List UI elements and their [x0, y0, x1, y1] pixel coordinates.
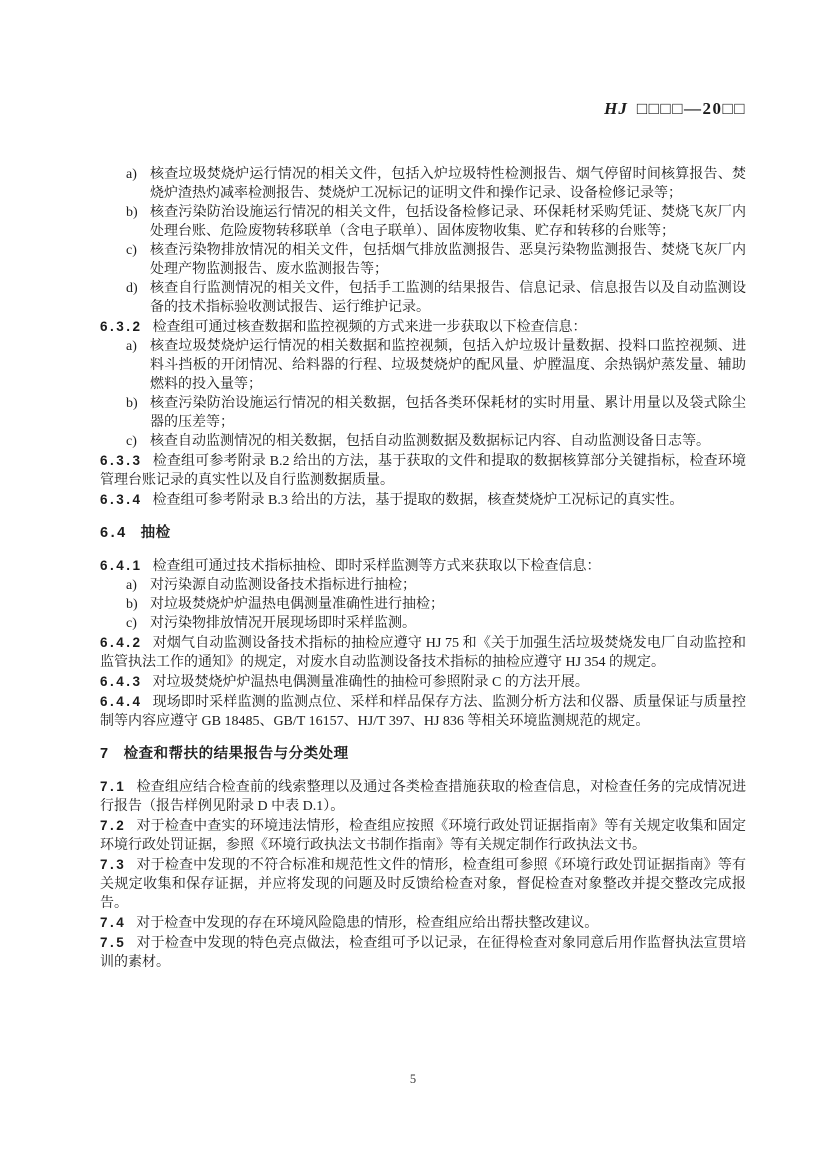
list-item-text: 核查污染防治设施运行情况的相关文件，包括设备检修记录、环保耗材采购凭证、焚烧飞灰厂内处理台账、危险废物转移联单（含电子联单）、固体废物收集、贮存和转移的台账等； [150, 205, 746, 239]
clause-number: 6.4.4 [100, 694, 143, 709]
clause-6-4-3 [100, 672, 746, 692]
list-item-a [100, 165, 746, 203]
clause-number: 6.3.3 [100, 453, 143, 468]
clause-number: 7.2 [100, 818, 127, 833]
clause-text: 检查组应结合检查前的线索整理以及通过各类检查措施获取的检查信息，对检查任务的完成情况进行报告（报告样例见附录 D 中表 D.1）。 [100, 780, 746, 814]
clause-text: 检查组可参考附录 B.3 给出的方法，基于提取的数据，核查焚烧炉工况标记的真实性。 [152, 493, 684, 508]
list-item-c [100, 432, 746, 451]
list-item-label: b) [126, 597, 138, 612]
page-number: 5 [409, 1072, 417, 1086]
clause-7-4 [100, 913, 746, 933]
list-item-label: c) [126, 243, 137, 258]
list-item-text: 对污染物排放情况开展现场即时采样监测。 [150, 616, 416, 631]
clause-6-4-2 [100, 633, 746, 672]
list-item-b [100, 203, 746, 241]
list-item-a [100, 337, 746, 394]
clause-text: 对于检查中发现的存在环境风险隐患的情形，检查组应给出帮扶整改建议。 [136, 916, 599, 931]
list-item-label: c) [126, 434, 137, 449]
clause-text: 对于检查中发现的特色亮点做法，检查组可予以记录，在征得检查对象同意后用作监督执法宣贯培训的素材。 [100, 936, 746, 970]
list-item-label: c) [126, 616, 137, 631]
clause-7-1 [100, 777, 746, 816]
clause-6-3-2-subitem-list [100, 337, 746, 451]
list-item-label: a) [126, 339, 137, 354]
page-footer [0, 1072, 826, 1087]
section-heading-7 [100, 745, 746, 764]
clause-6-4-4 [100, 692, 746, 731]
clause-number: 6.4.2 [100, 635, 143, 650]
list-item-c [100, 614, 746, 633]
list-item-text: 对垃圾焚烧炉炉温热电偶测量准确性进行抽检； [150, 597, 444, 612]
standard-code-header [604, 99, 746, 119]
section-number: 6.4 [100, 525, 128, 541]
clause-number: 6.4.3 [100, 674, 143, 689]
section-number: 7 [100, 746, 111, 762]
list-item-text: 核查垃圾焚烧炉运行情况的相关文件，包括入炉垃圾特性检测报告、烟气停留时间核算报告、焚烧炉渣热灼减率检测报告、焚烧炉工况标记的证明文件和操作记录、设备检修记录等； [150, 167, 746, 201]
clause-text: 对于检查中查实的环境违法情形，检查组应按照《环境行政处罚证据指南》等有关规定收集和固定环境行政处罚证据，参照《环境行政执法文书制作指南》等有关规定制作行政执法文书。 [100, 819, 746, 853]
standard-code-prefix: HJ [604, 99, 628, 118]
list-item-text: 对污染源自动监测设备技术指标进行抽检； [150, 578, 416, 593]
clause-number: 7.4 [100, 915, 127, 930]
clause-number: 6.3.4 [100, 492, 143, 507]
clause-6-3-4 [100, 490, 746, 510]
clause-6-3-2 [100, 317, 746, 337]
list-item-a [100, 576, 746, 595]
clause-number: 6.4.1 [100, 558, 143, 573]
clause-7-2 [100, 816, 746, 855]
section-title: 检查和帮扶的结果报告与分类处理 [123, 746, 349, 762]
clause-text: 对于检查中发现的不符合标准和规范性文件的情形，检查组可参照《环境行政处罚证据指南》等有关规定收集和保存证据，并应将发现的问题及时反馈给检查对象，督促检查对象整改并提交整改完成报告。 [100, 858, 746, 911]
clause-7-5 [100, 933, 746, 972]
section-title: 抽检 [140, 525, 171, 541]
list-item-text: 核查自行监测情况的相关文件，包括手工监测的结果报告、信息记录、信息报告以及自动监测设备的技术指标验收测试报告、运行维护记录。 [150, 281, 746, 315]
clause-6-3-1-subitem-list [100, 165, 746, 317]
document-body [100, 165, 746, 972]
list-item-label: b) [126, 205, 138, 220]
list-item-text: 核查垃圾焚烧炉运行情况的相关数据和监控视频，包括入炉垃圾计量数据、投料口监控视频、进料斗挡板的开闭情况、给料器的行程、垃圾焚烧炉的配风量、炉膛温度、余热锅炉蒸发量、辅助燃料的投入量等； [150, 339, 746, 392]
list-item-text: 核查自动监测情况的相关数据，包括自动监测数据及数据标记内容、自动监测设备日志等。 [150, 434, 710, 449]
section-heading-6-4 [100, 524, 746, 543]
clause-6-4-1 [100, 556, 746, 576]
clause-7-3 [100, 855, 746, 913]
clause-6-3-3 [100, 451, 746, 490]
clause-text: 检查组可通过技术指标抽检、即时采样监测等方式来获取以下检查信息： [152, 559, 601, 574]
clause-number: 7.1 [100, 779, 127, 794]
clause-6-4-1-subitem-list [100, 576, 746, 633]
clause-number: 7.5 [100, 935, 127, 950]
clause-number: 6.3.2 [100, 319, 143, 334]
list-item-text: 核查污染物排放情况的相关文件，包括烟气排放监测报告、恶臭污染物监测报告、焚烧飞灰厂内处理产物监测报告、废水监测报告等； [150, 243, 746, 277]
list-item-b [100, 595, 746, 614]
clause-text: 检查组可参考附录 B.2 给出的方法，基于获取的文件和提取的数据核算部分关键指标，检查环境管理台账记录的真实性以及自行监测数据质量。 [100, 454, 746, 488]
list-item-text: 核查污染防治设施运行情况的相关数据，包括各类环保耗材的实时用量、累计用量以及袋式除尘器的压差等； [150, 396, 746, 430]
clause-text: 对烟气自动监测设备技术指标的抽检应遵守 HJ 75 和《关于加强生活垃圾焚烧发电厂自动监控和监管执法工作的通知》的规定，对废水自动监测设备技术指标的抽检应遵守 HJ 354 的规定。 [100, 636, 746, 670]
clause-text: 对垃圾焚烧炉炉温热电偶测量准确性的抽检可参照附录 C 的方法开展。 [152, 675, 589, 690]
clause-text: 检查组可通过核查数据和监控视频的方式来进一步获取以下检查信息： [152, 320, 587, 335]
list-item-label: b) [126, 396, 138, 411]
list-item-c [100, 241, 746, 279]
list-item-label: a) [126, 167, 137, 182]
list-item-label: d) [126, 281, 138, 296]
clause-text: 现场即时采样监测的监测点位、采样和样品保存方法、监测分析方法和仪器、质量保证与质量控制等内容应遵守 GB 18485、GB/T 16157、HJ/T 397、HJ 836 等相关环境监测规范的规定。 [100, 695, 746, 729]
clause-number: 7.3 [100, 857, 127, 872]
list-item-b [100, 394, 746, 432]
standard-code-number: □□□□—20□□ [636, 99, 746, 118]
list-item-d [100, 279, 746, 317]
list-item-label: a) [126, 578, 137, 593]
